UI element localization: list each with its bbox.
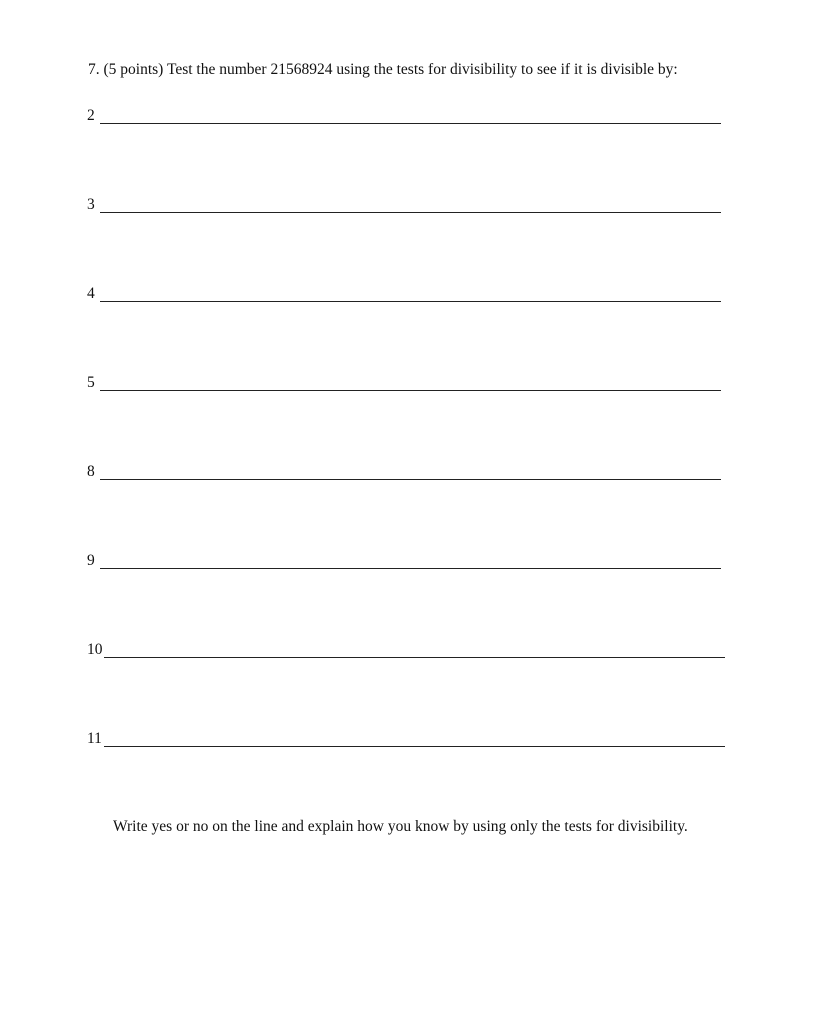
- answer-line[interactable]: [100, 479, 721, 480]
- answer-row-5: [87, 371, 727, 391]
- answer-row-10: [87, 638, 727, 658]
- answer-row-4: [87, 282, 727, 302]
- answer-row-2: [87, 104, 727, 124]
- divisor-label: 10: [87, 641, 103, 658]
- answer-row-11: [87, 727, 727, 747]
- answer-line[interactable]: [100, 123, 721, 124]
- divisor-label: 3: [87, 196, 95, 213]
- question-prompt: 7. (5 points) Test the number 21568924 using the tests for divisibility to see if it is divisible by:: [88, 61, 678, 78]
- divisor-label: 2: [87, 107, 95, 124]
- answer-line[interactable]: [100, 301, 721, 302]
- answer-line[interactable]: [100, 212, 721, 213]
- divisor-label: 5: [87, 374, 95, 391]
- answer-row-8: [87, 460, 727, 480]
- answer-line[interactable]: [104, 657, 725, 658]
- answer-line[interactable]: [100, 390, 721, 391]
- answer-line[interactable]: [104, 746, 725, 747]
- answer-line[interactable]: [100, 568, 721, 569]
- answer-row-9: [87, 549, 727, 569]
- divisor-label: 4: [87, 285, 95, 302]
- divisor-label: 9: [87, 552, 95, 569]
- divisor-label: 8: [87, 463, 95, 480]
- instruction-text: Write yes or no on the line and explain how you know by using only the tests for divisibility.: [113, 818, 688, 835]
- divisor-label: 11: [87, 730, 102, 747]
- answer-row-3: [87, 193, 727, 213]
